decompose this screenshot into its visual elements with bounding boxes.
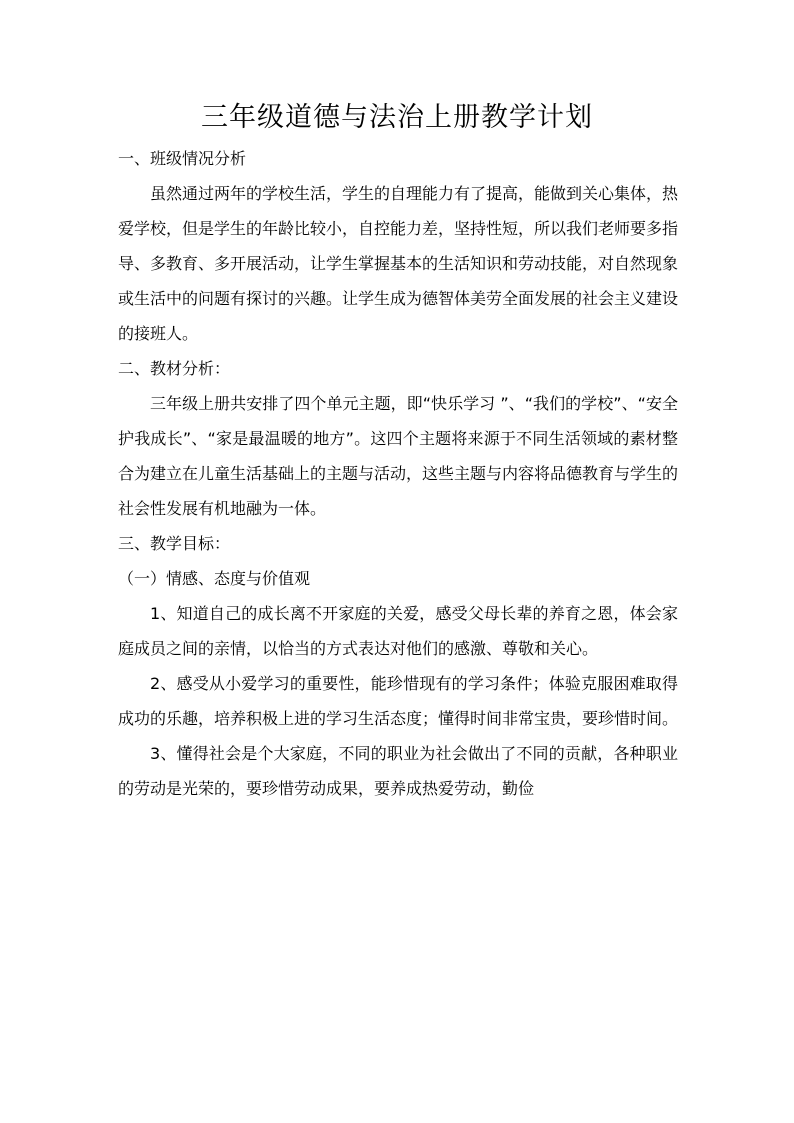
paragraph: 1、知道自己的成长离不开家庭的关爱，感受父母长辈的养育之恩，体会家庭成员之间的亲情，以恰当的方式表达对他们的感激、尊敬和关心。 xyxy=(118,604,678,658)
paragraph: 2、感受从小爱学习的重要性，能珍惜现有的学习条件；体验克服困难取得成功的乐趣，培养积极上进的学习生活态度；懂得时间非常宝贵，要珍惜时间。 xyxy=(118,674,679,728)
paragraph: 三年级上册共安排了四个单元主题，即“快乐学习 ”、“我们的学校”、“安全护我成长”、“家是最温暖的地方”。这四个主题将来源于不同生活领域的素材整合为建立在儿童生活基础上的主题与活动，这些主题与内容将品德教育与学生的社会性发展有机地融为一体。 xyxy=(118,394,679,518)
sub-heading: （一）情感、态度与价值观 xyxy=(118,569,311,588)
document-title: 三年级道德与法治上册教学计划 xyxy=(201,102,593,133)
section-heading: 一、班级情况分析 xyxy=(118,149,247,168)
paragraph: 虽然通过两年的学校生活，学生的自理能力有了提高，能做到关心集体，热爱学校，但是学生的年龄比较小，自控能力差，坚持性短，所以我们老师要多指导、多教育、多开展活动，让学生掌握基本的生活知识和劳动技能，对自然现象或生活中的问题有探讨的兴趣。让学生成为德智体美劳全面发展的社会主义建设的接班人。 xyxy=(118,184,679,343)
paragraph: 3、懂得社会是个大家庭，不同的职业为社会做出了不同的贡献，各种职业的劳动是光荣的，要珍惜劳动成果，要养成热爱劳动，勤俭 xyxy=(118,744,678,798)
document-body xyxy=(118,141,678,806)
section-heading: 三、教学目标： xyxy=(118,534,231,553)
section-heading: 二、教材分析： xyxy=(118,359,231,378)
